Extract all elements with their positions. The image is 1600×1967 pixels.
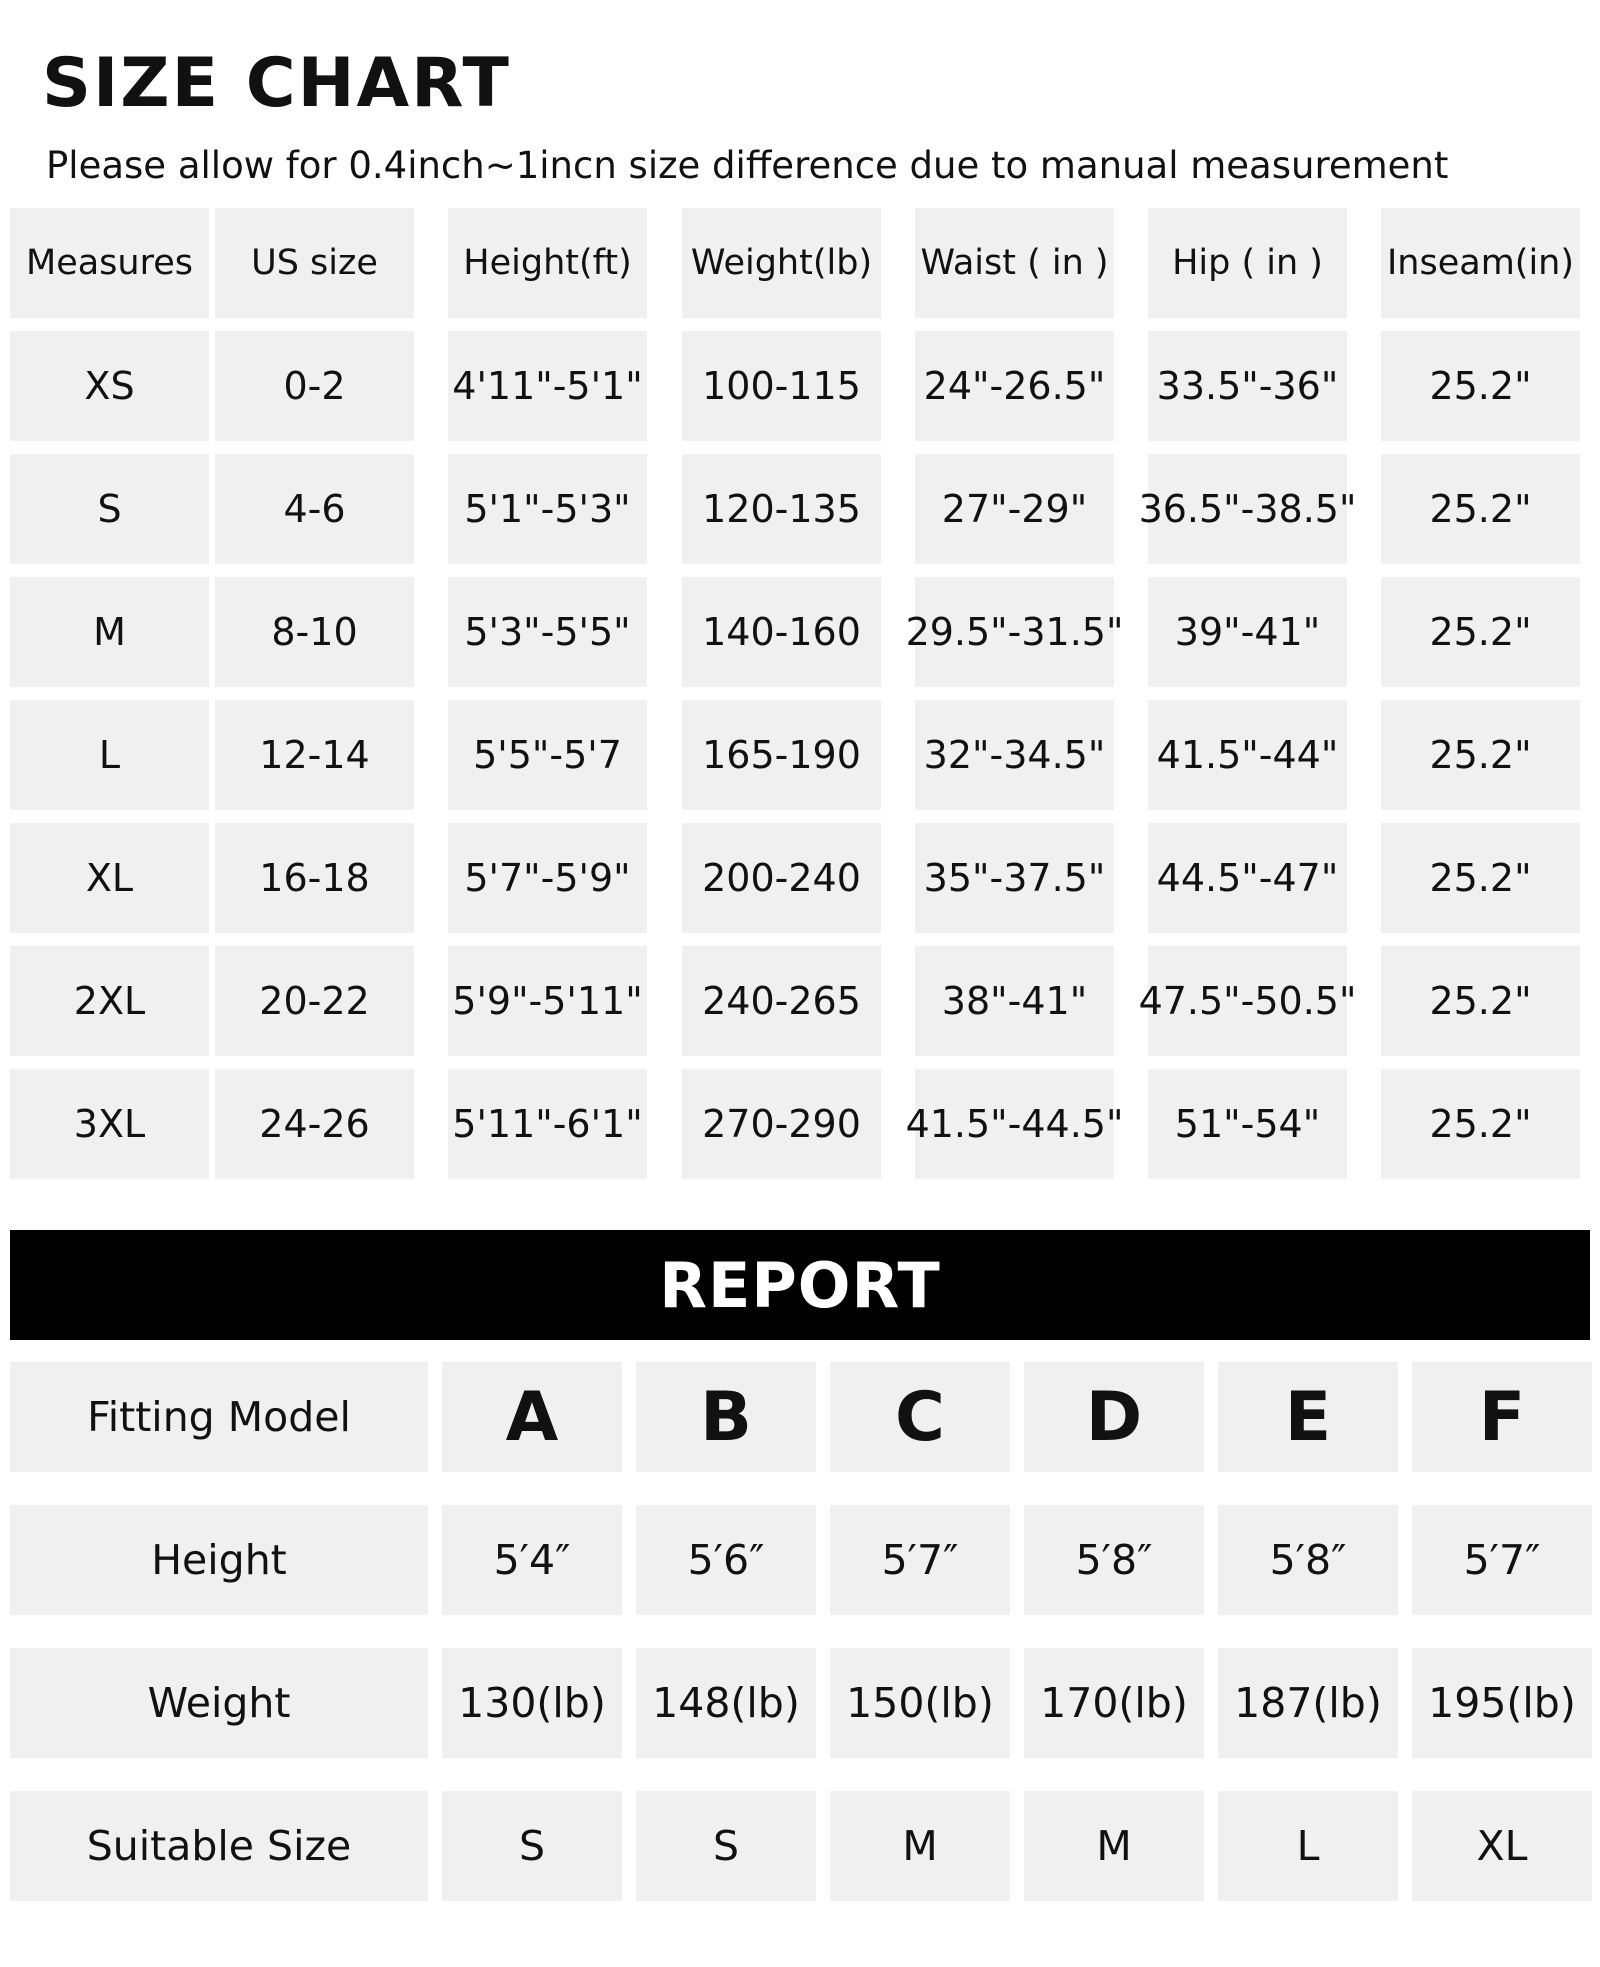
report-value-cell: 5′4″ — [442, 1505, 622, 1615]
size-table-cell: S — [10, 454, 209, 564]
size-table-cell: L — [10, 700, 209, 810]
report-value-cell: XL — [1412, 1791, 1592, 1901]
size-table-cell: 140-160 — [682, 577, 881, 687]
size-header-cell: Height(ft) — [448, 208, 647, 318]
size-table-cell: M — [10, 577, 209, 687]
size-table-cell: 2XL — [10, 946, 209, 1056]
size-table-cell: 5'11"-6'1" — [448, 1069, 647, 1179]
size-table-cell: XS — [10, 331, 209, 441]
report-value-cell: L — [1218, 1791, 1398, 1901]
report-row-label: Suitable Size — [10, 1791, 428, 1901]
size-table-cell: 25.2" — [1381, 577, 1580, 687]
size-table-cell: 8-10 — [215, 577, 414, 687]
size-table-cell: 12-14 — [215, 700, 414, 810]
size-header-cell: Weight(lb) — [682, 208, 881, 318]
size-table-cell: 33.5"-36" — [1148, 331, 1347, 441]
fitting-model-letter: C — [830, 1362, 1010, 1472]
report-value-cell: 130(lb) — [442, 1648, 622, 1758]
size-table-cell: 16-18 — [215, 823, 414, 933]
size-table-cell: 270-290 — [682, 1069, 881, 1179]
size-table-cell: 240-265 — [682, 946, 881, 1056]
size-table-cell: 29.5"-31.5" — [915, 577, 1114, 687]
report-value-cell: 5′8″ — [1218, 1505, 1398, 1615]
size-table-cell: 100-115 — [682, 331, 881, 441]
size-header-cell: Measures — [10, 208, 209, 318]
report-value-cell: 148(lb) — [636, 1648, 816, 1758]
size-header-cell: Waist ( in ) — [915, 208, 1114, 318]
size-table-cell: 41.5"-44.5" — [915, 1069, 1114, 1179]
size-table-cell: 24-26 — [215, 1069, 414, 1179]
fitting-model-letter: F — [1412, 1362, 1592, 1472]
report-row-label: Weight — [10, 1648, 428, 1758]
size-table-cell: 4-6 — [215, 454, 414, 564]
size-table-cell: 25.2" — [1381, 700, 1580, 810]
size-table-cell: 25.2" — [1381, 946, 1580, 1056]
size-table-cell: XL — [10, 823, 209, 933]
size-table-cell: 5'9"-5'11" — [448, 946, 647, 1056]
size-table-cell: 27"-29" — [915, 454, 1114, 564]
report-value-cell: S — [442, 1791, 622, 1901]
size-table-cell: 38"-41" — [915, 946, 1114, 1056]
size-table-cell: 3XL — [10, 1069, 209, 1179]
size-table-cell: 35"-37.5" — [915, 823, 1114, 933]
size-table-cell: 36.5"-38.5" — [1148, 454, 1347, 564]
size-table-cell: 0-2 — [215, 331, 414, 441]
size-table-cell: 25.2" — [1381, 454, 1580, 564]
size-table-cell: 165-190 — [682, 700, 881, 810]
report-row-label: Fitting Model — [10, 1362, 428, 1472]
size-table-cell: 200-240 — [682, 823, 881, 933]
report-value-cell: 187(lb) — [1218, 1648, 1398, 1758]
report-value-cell: M — [1024, 1791, 1204, 1901]
size-table-cell: 5'1"-5'3" — [448, 454, 647, 564]
size-table-cell: 25.2" — [1381, 331, 1580, 441]
size-table-cell: 51"-54" — [1148, 1069, 1347, 1179]
report-value-cell: 195(lb) — [1412, 1648, 1592, 1758]
size-table-cell: 5'7"-5'9" — [448, 823, 647, 933]
size-table-cell: 41.5"-44" — [1148, 700, 1347, 810]
size-table-cell: 4'11"-5'1" — [448, 331, 647, 441]
report-value-cell: 5′8″ — [1024, 1505, 1204, 1615]
size-table-cell: 39"-41" — [1148, 577, 1347, 687]
size-header-cell: US size — [215, 208, 414, 318]
fitting-model-letter: B — [636, 1362, 816, 1472]
size-table-cell: 120-135 — [682, 454, 881, 564]
report-banner: REPORT — [10, 1230, 1590, 1340]
report-value-cell: 150(lb) — [830, 1648, 1010, 1758]
report-value-cell: 5′6″ — [636, 1505, 816, 1615]
size-table-cell: 5'3"-5'5" — [448, 577, 647, 687]
size-table-cell: 25.2" — [1381, 1069, 1580, 1179]
report-value-cell: 170(lb) — [1024, 1648, 1204, 1758]
size-table-cell: 24"-26.5" — [915, 331, 1114, 441]
size-table-cell: 44.5"-47" — [1148, 823, 1347, 933]
size-header-cell: Inseam(in) — [1381, 208, 1580, 318]
size-table-cell: 20-22 — [215, 946, 414, 1056]
page-title: SIZE CHART — [42, 44, 511, 123]
report-value-cell: M — [830, 1791, 1010, 1901]
report-value-cell: S — [636, 1791, 816, 1901]
fitting-model-letter: A — [442, 1362, 622, 1472]
page-subtitle: Please allow for 0.4inch~1incn size difference due to manual measurement — [46, 144, 1449, 187]
size-table-cell: 32"-34.5" — [915, 700, 1114, 810]
size-table-cell: 25.2" — [1381, 823, 1580, 933]
size-table-cell: 47.5"-50.5" — [1148, 946, 1347, 1056]
fitting-model-letter: D — [1024, 1362, 1204, 1472]
fitting-model-letter: E — [1218, 1362, 1398, 1472]
report-value-cell: 5′7″ — [1412, 1505, 1592, 1615]
size-header-cell: Hip ( in ) — [1148, 208, 1347, 318]
report-row-label: Height — [10, 1505, 428, 1615]
report-value-cell: 5′7″ — [830, 1505, 1010, 1615]
size-table-cell: 5'5"-5'7 — [448, 700, 647, 810]
